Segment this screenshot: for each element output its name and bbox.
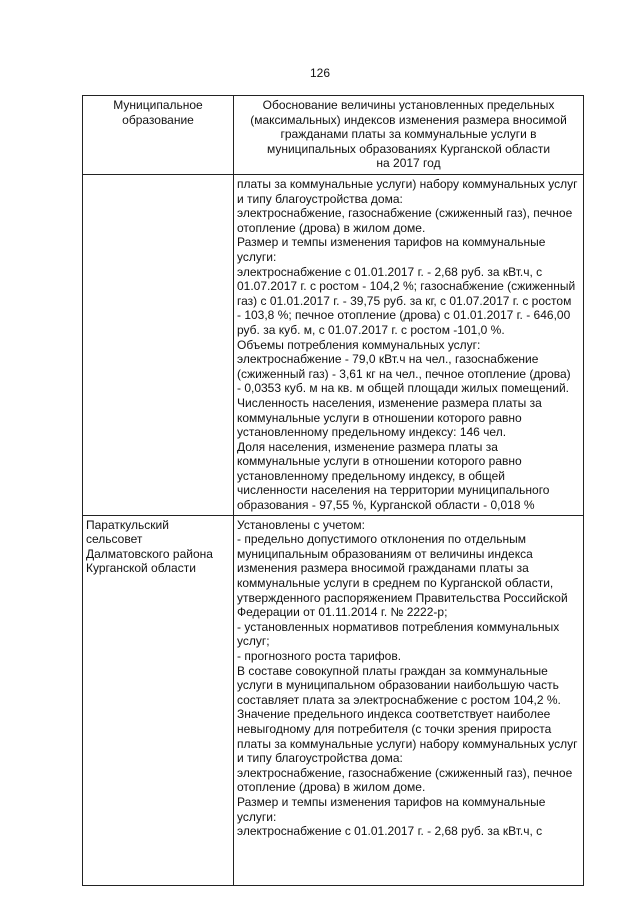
text-line: газ) с 01.01.2017 г. - 39,75 руб. за кг, с 01.07.2017 г. с ростом xyxy=(237,293,572,308)
text-line: отопление (дрова) в жилом доме. xyxy=(237,220,426,235)
text-line: коммунальные услуги в среднем по Курганской области, xyxy=(237,576,554,591)
text-line: - 0,0353 куб. м на кв. м общей площади жилых помещений. xyxy=(237,381,569,396)
table-row xyxy=(83,175,584,516)
text-line: платы за коммунальные услуги) набору коммунальных услуг xyxy=(237,736,578,751)
text-line: услуги в муниципальном образовании наибольшую часть xyxy=(237,678,559,693)
text-line: Размер и темпы изменения тарифов на коммунальные xyxy=(237,235,546,250)
text-line: (сжиженный газ) - 3,61 кг на чел., печное отопление (дрова) xyxy=(237,366,571,381)
text-line: муниципальным образованиям от величины индекса xyxy=(237,546,533,561)
table-row xyxy=(83,515,584,885)
text-line: невыгодному для потребителя (с точки зрения прироста xyxy=(237,721,552,736)
text-line: электроснабжение с 01.01.2017 г. - 2,68 руб. за кВт.ч, с xyxy=(237,264,543,279)
table-header-row xyxy=(83,96,584,175)
text-line: изменения размера вносимой гражданами платы за xyxy=(237,561,529,576)
text-line: установленному предельному индексу: 146 чел. xyxy=(237,425,507,440)
text-line: электроснабжение с 01.01.2017 г. - 2,68 руб. за кВт.ч, с xyxy=(237,824,543,839)
text-line: 01.07.2017 г. с ростом - 104,2 %; газоснабжение (сжиженный xyxy=(237,279,576,294)
text-line: В составе совокупной платы граждан за коммунальные xyxy=(237,663,548,678)
text-line: численности населения на территории муниципального xyxy=(237,483,550,498)
text-line: - предельно допустимого отклонения по отдельным xyxy=(237,532,526,547)
text-line: - прогнозного роста тарифов. xyxy=(237,649,402,663)
text-line: - установленных нормативов потребления коммунальных xyxy=(237,619,560,634)
text-line: образования - 97,55 %, Курганской области - 0,018 % xyxy=(237,498,535,513)
text-line: Федерации от 01.11.2014 г. № 2222-р; xyxy=(237,605,448,620)
justification-cell xyxy=(234,515,584,885)
text-line: электроснабжение, газоснабжение (сжиженный газ), печное xyxy=(237,765,573,780)
text-line: услуги: xyxy=(237,249,277,264)
text-line: Численность населения, изменение размера платы за xyxy=(237,395,542,410)
municipality-cell xyxy=(83,175,234,516)
header-justification: Обоснование величины установленных предельных (максимальных) индексов изменения размера вносимой гражданами платы за коммунальные услуги в муниципальных образованиях Курганской области на 2017 год xyxy=(234,96,584,175)
page-number: 126 xyxy=(309,66,331,80)
text-line: отопление (дрова) в жилом доме. xyxy=(237,780,426,795)
text-line: услуги: xyxy=(237,809,277,824)
text-line: коммунальные услуги в отношении которого равно xyxy=(237,410,522,425)
text-line: Размер и темпы изменения тарифов на коммунальные xyxy=(237,794,546,809)
text-line: услуг; xyxy=(237,634,270,649)
text-line: и типу благоустройства дома: xyxy=(237,191,403,206)
text-line: Параткульский xyxy=(86,517,169,532)
text-line: электроснабжение - 79,0 кВт.ч на чел., газоснабжение xyxy=(237,352,539,367)
text-line: утвержденного распоряжением Правительства Российской xyxy=(237,590,568,605)
text-line: Доля населения, изменение размера платы за xyxy=(237,439,498,454)
header-municipality: Муниципальное образование xyxy=(83,96,234,175)
text-line: Значение предельного индекса соответствует наиболее xyxy=(237,707,551,722)
text-line: коммунальные услуги в отношении которого равно xyxy=(237,454,522,469)
text-line: Курганской области xyxy=(86,561,196,576)
text-line: и типу благоустройства дома: xyxy=(237,751,403,766)
municipality-cell xyxy=(83,515,234,885)
justification-cell xyxy=(234,175,584,516)
justification-table xyxy=(82,95,584,886)
text-line: электроснабжение, газоснабжение (сжиженный газ), печное xyxy=(237,206,573,221)
text-line: - 103,8 %; печное отопление (дрова) с 01.01.2017 г. - 646,00 xyxy=(237,308,571,323)
text-line: Установлены с учетом: xyxy=(237,517,365,532)
text-line: Далматовского района xyxy=(86,546,213,561)
text-line: платы за коммунальные услуги) набору коммунальных услуг xyxy=(237,177,578,191)
text-line: составляет плата за электроснабжение с ростом 104,2 %. xyxy=(237,692,561,707)
text-line: руб. за куб. м, с 01.07.2017 г. с ростом -101,0 %. xyxy=(237,322,505,337)
text-line: сельсовет xyxy=(86,532,143,547)
text-line: установленному предельному индексу, в общей xyxy=(237,468,505,483)
text-line: Объемы потребления коммунальных услуг: xyxy=(237,337,481,352)
